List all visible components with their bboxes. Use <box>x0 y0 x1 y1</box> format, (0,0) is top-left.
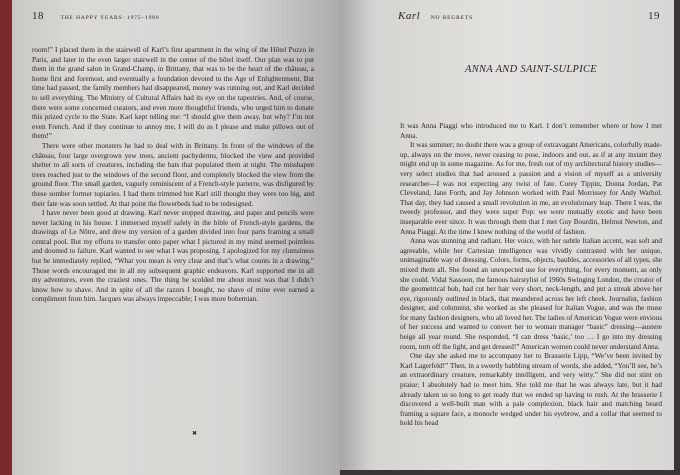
left-running-title: THE HAPPY YEARS: 1975–1980 <box>60 15 160 21</box>
background-strip <box>340 470 680 475</box>
right-running-title: NO REGRETS <box>430 15 474 21</box>
section-ornament: ✖ <box>192 431 198 437</box>
paragraph: Anna was stunning and radiant. Her voice, with her subtle Italian accent, was soft and agreeable, while her Cartesian intelligence was vividly contrasted with her unique, unimaginable way of dressing. Colors, forms, objects, baubles, accessories of all types, she mixed them all. She found an unexpected use for everything, for every moment, as only she could. Vidal Sassoon, the famous hairstylist of 1960s Swinging London, the creator of the geometrical bob, had cut her hair very short, neck-length, and put a streak above her eye, rigorously outlined in black, that meandered across her left cheek. Journalist, fashion designer, and columnist, she worked as she pleased for Italian Vogue, and was the muse for many fashion designers, who all loved her. The ladies of American Vogue were envious of her success and wanted to convert her to woman manager “basic” dressing—austere beige all year round. She responded, “I can dress ‘basic,’ too … I go into my dressing room, turn off the light, and get dressed!” American women could never understand Anna. <box>400 237 662 351</box>
chapter-title: ANNA AND SAINT-SULPICE <box>464 64 598 75</box>
left-running-head <box>32 10 159 22</box>
right-running-head <box>398 10 660 22</box>
paragraph: There were other monsters he had to deal with in Brittany. In front of the windows of the château, four large overgrown yew trees, ancient pachyderms, blocked the view and provided shelter to all sorts of creatures, including the bats that populated them at night. The misshapen trees reached just to the windows of the second floor, and completely blocked the view from the ground floor. The small garden, vaguely reminiscent of a French-style parterre, was disfigured by these somber former topiaries. I had them trimmed but Karl still thought they were too big, and their fate was soon settled. At that point the flowerbeds had to be redesigned. <box>32 141 314 208</box>
paragraph: It was summer; no doubt there was a group of extravagant Americans, colorfully made-up, always on the move, never ceasing to pose, indoors and out, as if at any instant they might end up in some magazine. As for me, fresh out of my architectural history studies—very select studies that had aroused a passion and a vision of myself as a university researcher—I was not expecting any twist of fate. Corey Tippin, Donna Jordan, Pat Cleveland, Jane Forth, and Jay Johnson worked with Paul Morrissey for Andy Warhol. That day, they had caused a small revolution in me, an evolutionary leap. There I was, the tweedy professor, and they were super Pop: we were mutually exotic and have been inseparable ever since. It was through them that I met Guy Bourdin, Helmut Newton, and Anna Piaggi. At the time I knew nothing of the world of fashion. <box>400 141 662 236</box>
right-page-number: 19 <box>648 10 660 22</box>
left-page-number: 18 <box>32 10 44 22</box>
paragraph: room!” I placed them in the stairwell of Karl’s first apartment in the wing of the Hôtel Pozzo in Paris, and later in the even larger stairwell in the center of the hôtel itself. Our plan was to put them in the grand salon in Grand-Champ, in Brittany, that was to be the heart of the château, a home first and foremost, and eventually a foundation devoted to the Age of Enlightenment. But time had passed, the family members had disappeared, money was running out, and Karl decided to sell everything. The Ministry of Cultural Affairs had its eye on the tapestries. And, of course, there were some concerned curators, and even more thoughtful friends, who urged him to donate this prized cycle to the State. Karl kept telling me: “I should give them away, but why? I’m not even French. And if they continue to annoy me, I will do as I please and make pillows out of them!” <box>32 46 314 141</box>
paragraph: It was Anna Piaggi who introduced me to Karl. I don’t remember where or how I met Anna. <box>400 122 662 140</box>
paragraph: I have never been good at drawing. Karl never stopped drawing, and paper and pencils were never lacking in his house. I immersed myself safely in the bible of French-style gardens, the drawings of Le Nôtre, and drew my version of a garden divided into four parts framing a small central pool. But my efforts to transfer onto paper what I pictured in my mind seemed pointless and doomed to failure. Karl wanted to see what I was proposing. I apologized for my clumsiness but he immediately replied, “What you mean is very clear and that’s what counts in a drawing.” Those words encouraged me in all my subsequent graphic endeavors. Karl supported me in all my adventures, even the craziest ones. The thing he scolded me about most was that I didn’t know how to shave. And in spite of all the razors I bought, no shave of mine ever earned a compliment from him. Jacques was always impeccable; I was more bohemian. <box>32 209 314 304</box>
book-cover-edge <box>0 0 12 475</box>
right-page <box>340 0 674 470</box>
paragraph: One day she asked me to accompany her to Brasserie Lipp, “We’ve been invited by Karl Lagerfeld!” Then, in a sweetly babbling stream of words, she added, “You’ll see, he’s an extraordinary creature, remarkably intelligent, and very witty.” She did not stint on praise; I absolutely had to meet him. She told me that he was always late, but it had already taken us so long to get ready that we ended up having to rush. At the brasserie I discovered a well-built man with a pale complexion, black hair and matching beard framing a square face, a monocle wedged under his eyebrow, and a collar that seemed to hold his head <box>400 352 662 428</box>
right-running-chapter: Karl <box>398 10 421 22</box>
background-edge <box>674 0 680 475</box>
left-page <box>12 0 340 475</box>
left-body-text <box>32 46 314 305</box>
right-body-text <box>400 122 662 429</box>
